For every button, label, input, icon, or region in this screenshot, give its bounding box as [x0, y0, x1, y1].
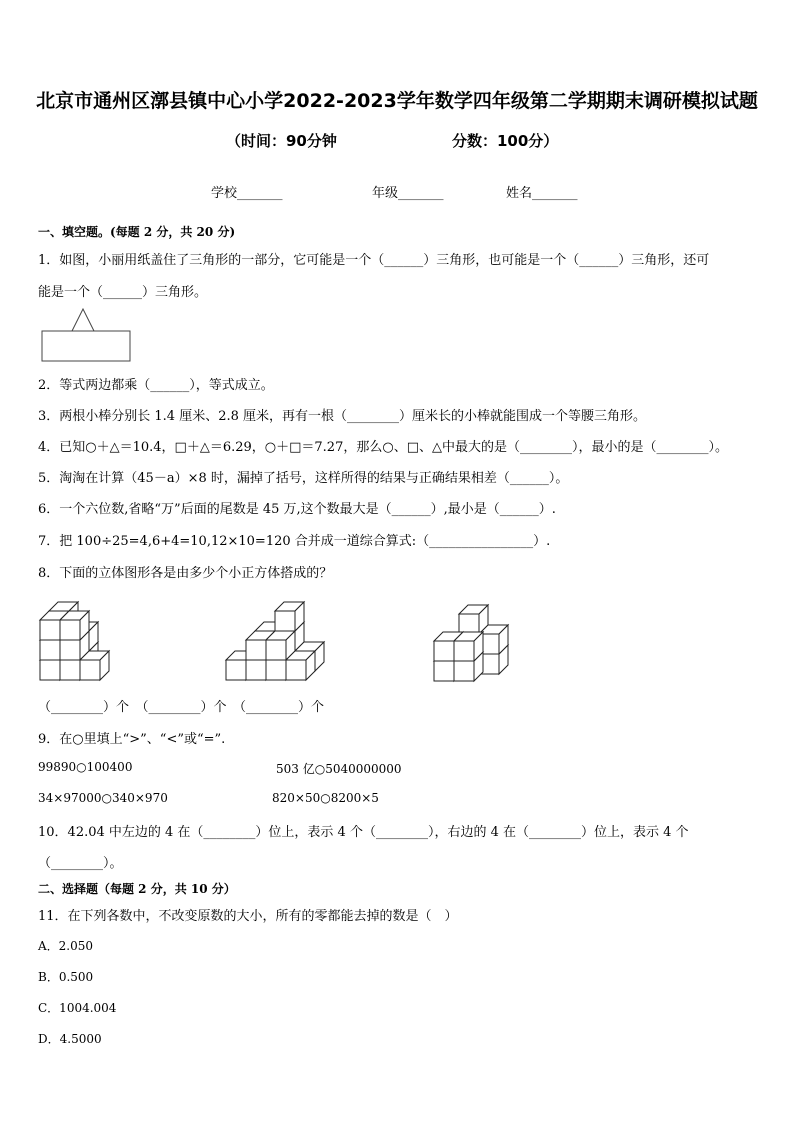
covered-triangle-figure [38, 303, 134, 363]
question-7: 7．把 100÷25=4,6+4=10,12×10=120 合并成一道综合算式:（________________）. [38, 534, 551, 549]
name-field: 姓名_______ [506, 186, 578, 201]
question-9-item-a: 99890○100400 [38, 760, 133, 774]
question-10-line-1: 10．42.04 中左边的 4 在（________）位上，表示 4 个（________），右边的 4 在（________）位上，表示 4 个 [38, 825, 689, 840]
cube-figure-1 [36, 592, 136, 684]
option-a: A．2.050 [38, 939, 94, 953]
school-field: 学校_______ [211, 186, 283, 201]
unit-cube [275, 602, 304, 631]
option-d: D．4.5000 [38, 1032, 102, 1046]
question-1-line-2: 能是一个（______）三角形。 [38, 285, 208, 300]
unit-cube [80, 651, 109, 680]
unit-cube [60, 611, 89, 640]
question-9-item-d: 820×50○8200×5 [272, 791, 379, 805]
question-2: 2．等式两边都乘（______），等式成立。 [38, 378, 274, 393]
exam-score: 分数：100分） [452, 132, 559, 150]
section-1-heading: 一、填空题。(每题 2 分，共 20 分) [38, 225, 236, 239]
grade-field: 年级_______ [372, 186, 444, 201]
cube-figure-2 [222, 588, 332, 684]
question-9-item-c: 34×97000○340×970 [38, 791, 168, 805]
question-3: 3．两根小棒分别长 1.4 厘米、2.8 厘米，再有一根（________）厘米长的小棒就能围成一个等腰三角形。 [38, 409, 647, 424]
question-10-line-2: （________）。 [38, 856, 123, 871]
question-8-answers: （________）个 （________）个 （________）个 [38, 700, 325, 715]
question-4: 4．已知○＋△＝10.4，□＋△＝6.29，○＋□＝7.27，那么○、□、△中最大的是（________），最小的是（________）。 [38, 440, 728, 455]
option-b: B．0.500 [38, 970, 94, 984]
section-2-heading: 二、选择题（每题 2 分，共 10 分） [38, 882, 236, 896]
question-8: 8．下面的立体图形各是由多少个小正方体搭成的？ [38, 566, 333, 581]
cube-figure-3 [430, 595, 510, 685]
question-1-line-1: 1．如图，小丽用纸盖住了三角形的一部分，它可能是一个（______）三角形，也可能是一个（______）三角形，还可 [38, 253, 710, 268]
unit-cube [454, 632, 483, 661]
unit-cube [286, 651, 315, 680]
question-5: 5．淘淘在计算（45－a）×8 时，漏掉了括号，这样所得的结果与正确结果相差（______）。 [38, 471, 569, 486]
question-9-item-b: 503 亿○5040000000 [276, 762, 402, 776]
exam-title: 北京市通州区漷县镇中心小学2022-2023学年数学四年级第二学期期末调研模拟试题 [36, 90, 758, 112]
question-11: 11．在下列各数中，不改变原数的大小，所有的零都能去掉的数是（ ） [38, 909, 458, 924]
question-9: 9．在○里填上“>”、“<”或“=”. [38, 732, 226, 747]
exam-time: （时间：90分钟 [226, 132, 337, 150]
option-c: C．1004.004 [38, 1001, 117, 1015]
question-6: 6．一个六位数,省略“万”后面的尾数是 45 万,这个数最大是（______）,最小是（______）. [38, 502, 556, 517]
